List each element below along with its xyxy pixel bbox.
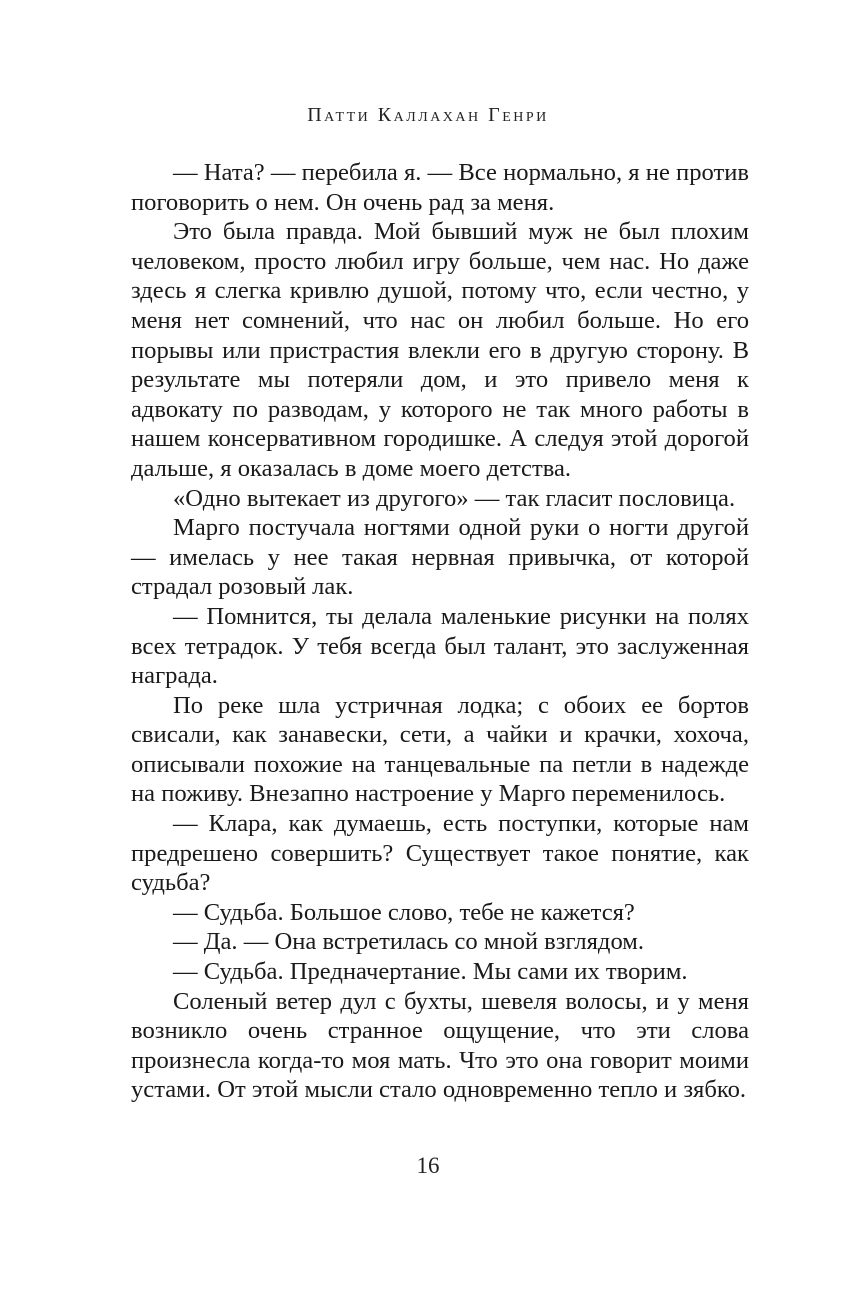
paragraph: Марго постучала ногтями одной руки о ногти другой — имелась у нее такая нервная привычка, от которой страдал розовый лак. [131, 514, 749, 601]
paragraph: По реке шла устричная лодка; с обоих ее бортов свисали, как занавески, сети, а чайки и крачки, хохоча, описывали похожие на танцевальные па петли в надежде на поживу. Внезапно настроение у Марго переменилось. [131, 691, 749, 808]
paragraph: — Помнится, ты делала маленькие рисунки на полях всех тетрадок. У тебя всегда был талант, это заслуженная награда. [131, 602, 749, 690]
paragraph: «Одно вытекает из другого» — так гласит пословица. [173, 484, 736, 512]
paragraph: — Да. — Она встретилась со мной взглядом. [173, 928, 644, 956]
page-number: 16 [416, 1153, 440, 1178]
paragraph: — Ната? — перебила я. — Все нормально, я не против поговорить о нем. Он очень рад за меня. [131, 159, 749, 216]
paragraph: Соленый ветер дул с бухты, шевеля волосы, и у меня возникло очень странное ощущение, что эти слова произнесла когда-то моя мать. Что это она говорит моими устами. От этой мысли стало одновременно тепло и зябко. [131, 987, 749, 1104]
paragraph: — Клара, как думаешь, есть поступки, которые нам предрешено совершить? Существует такое понятие, как судьба? [131, 810, 749, 897]
paragraph: Это была правда. Мой бывший муж не был плохим человеком, просто любил игру больше, чем нас. Но даже здесь я слегка кривлю душой, потому что, если честно, у меня нет сомнений, что нас он любил больше. Но его порывы или пристрастия влекли его в другую сторону. В результате мы потеряли дом, и это привело меня к адвокату по разводам, у которого не так много работы в нашем консервативном городишке. А следуя этой дорогой дальше, я оказалась в доме моего детства. [131, 218, 749, 482]
paragraph: — Судьба. Предначертание. Мы сами их творим. [173, 958, 688, 986]
paragraph: — Судьба. Большое слово, тебе не кажется? [173, 898, 635, 926]
running-title: Патти Каллахан Генри [307, 104, 549, 126]
body-text [131, 158, 749, 1105]
